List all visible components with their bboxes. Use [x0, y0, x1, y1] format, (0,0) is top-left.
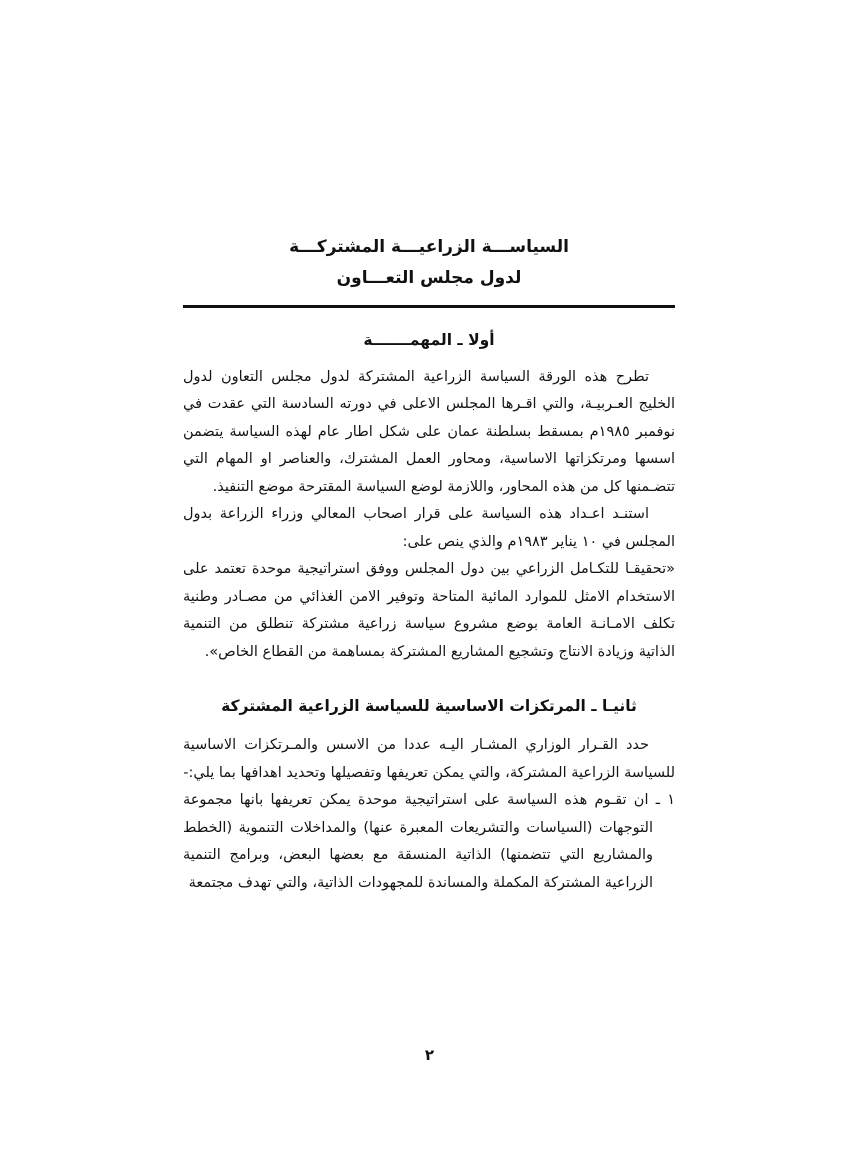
section2-heading: ثانيـا ـ المرتكزات الاساسية للسياسة الزراعية المشتركة [221, 697, 637, 715]
section2-list-item-1: ١ ـ ان تقـوم هذه السياسة على استراتيجية موحدة يمكن تعريفها بانها مجموعة التوجهات (السياسات والتشريعات المعبرة عنها) والمداخلات التنموية (الخطط والمشاريع التي تتضمنها) الذاتية المنسقة مع بعضها البعض، وبرامج التنمية الزراعية المشتركة المكملة والمساندة للمجهودات الذاتية، والتي تهدف مجتمعة [183, 792, 675, 891]
page-number: ٢ [424, 1046, 435, 1064]
section1-quote-paragraph: «تحقيقـا للتكـامل الزراعي بين دول المجلس ووفق استراتيجية موحدة تعتمد على الاستخدام الامثل للموارد المائية المتاحة وتوفير الامن الغذائي من مصـادر وطنية تكلف الامـانـة العامة بوضع مشروع سياسة زراعية مشتركة تنطلق من التنمية الذاتية وزيادة الانتاج وتشجيع المشاريع المشتركة بمساهمة من القطاع الخاص». [183, 561, 675, 660]
section2-intro-paragraph: حدد القـرار الوزاري المشـار اليـه عددا من الاسس والمـرتكزات الاساسية للسياسة الزراعية المشتركة، والتي يمكن تعريفها وتفصيلها وتحديد اهدافها بما يلي:- [183, 737, 675, 781]
document-title-line1: السياســـة الزراعيـــة المشتركـــة [289, 237, 569, 257]
document-title-line2: لدول مجلس التعـــاون [336, 268, 522, 288]
document-content [183, 232, 675, 897]
section1-heading: أولا ـ المهمـــــــة [363, 330, 495, 349]
section1-paragraph-1: تطرح هذه الورقة السياسة الزراعية المشتركة لدول مجلس التعاون لدول الخليج العـربيـة، والتي اقـرها المجلس الاعلى في دورته السادسة التي عقدت في نوفمبر ١٩٨٥م بمسقط بسلطنة عمان على شكل اطار عام لهذه السياسة يتضمن اسسها ومرتكزاتها الاساسية، ومحاور العمل المشترك، والعناصر او المهام التي تتضـمنها كل من هذه المحاور، واللازمة لوضع السياسة المقترحة موضع التنفيذ. [183, 368, 676, 495]
section1-paragraph-2: استنـد اعـداد هذه السياسة على قرار اصحاب المعالي وزراء الزراعة بدول المجلس في ١٠ يناير ١٩٨٣م والذي ينص على: [183, 506, 675, 550]
title-divider [183, 305, 675, 308]
